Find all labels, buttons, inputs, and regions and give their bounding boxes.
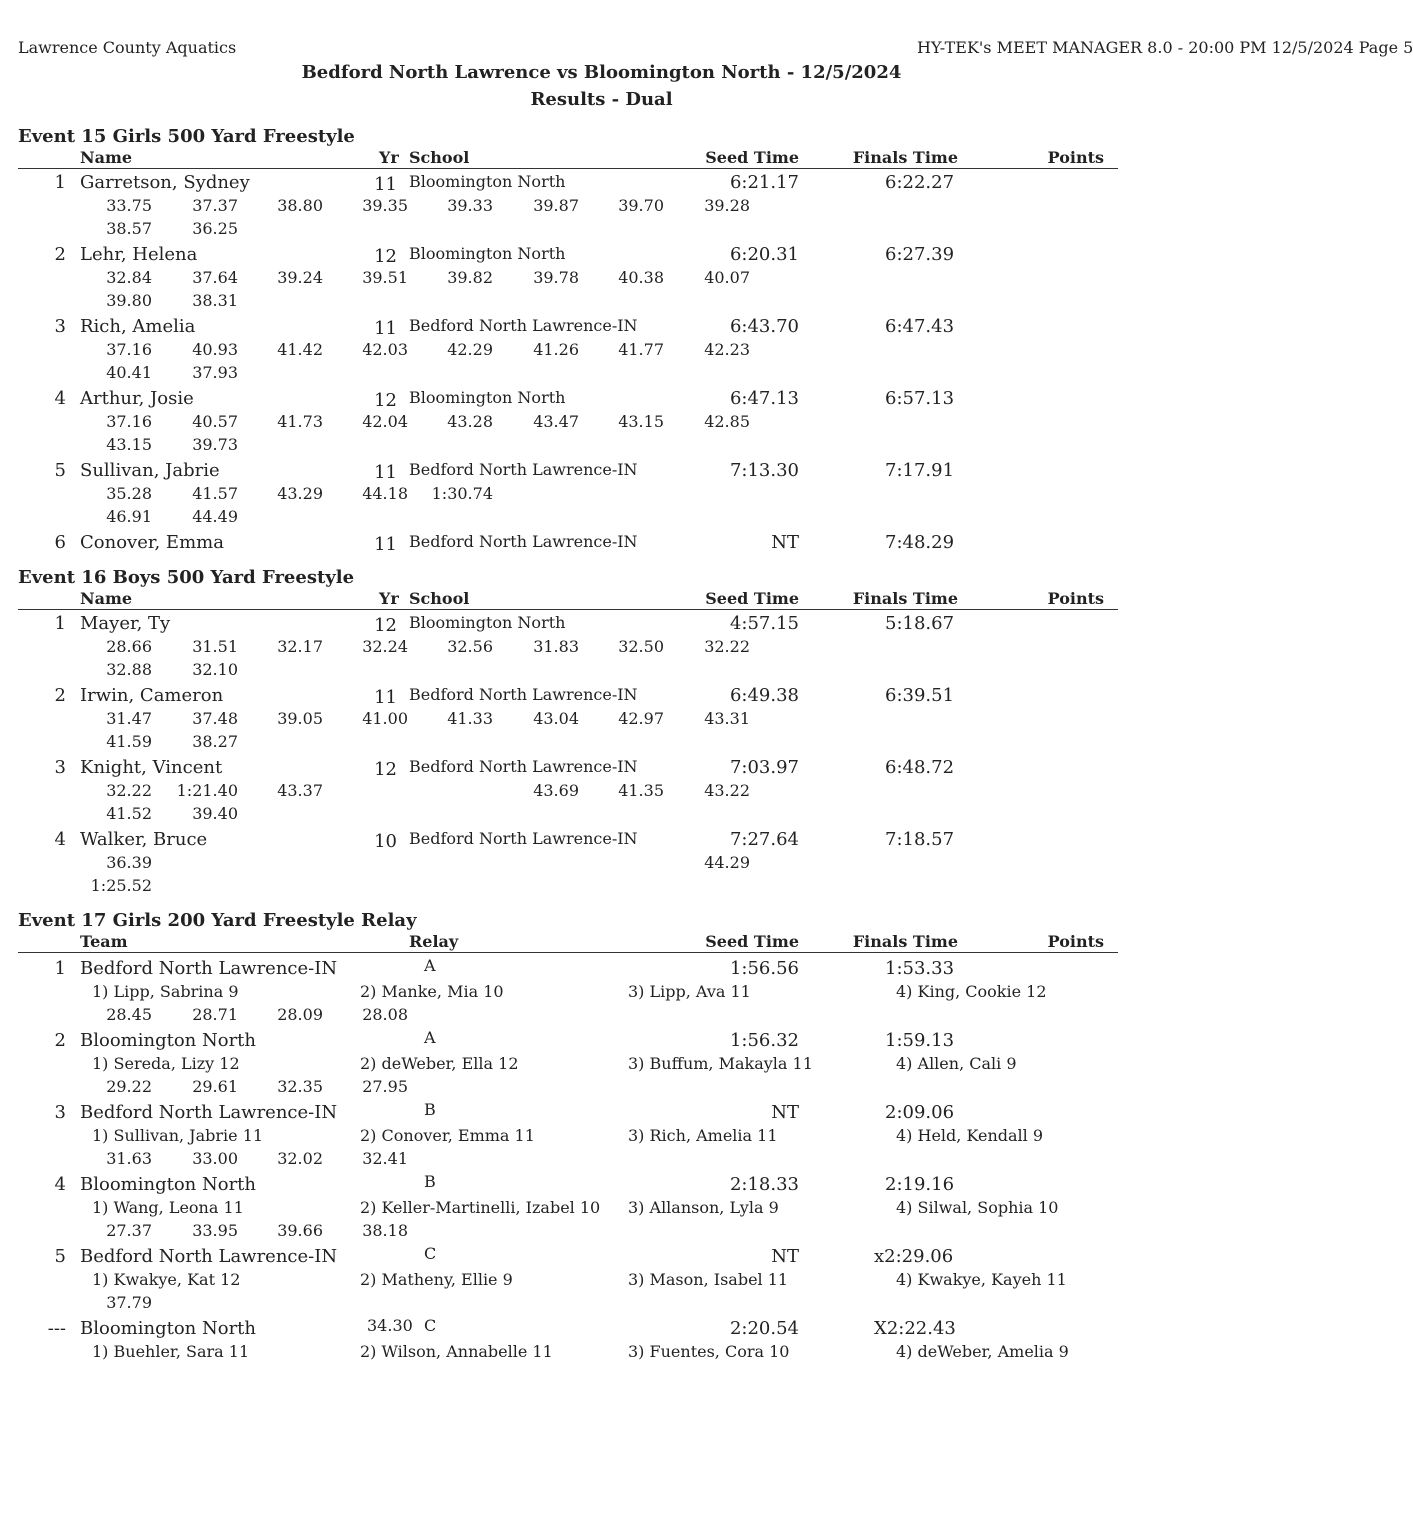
split-time: 40.93 xyxy=(192,340,238,359)
result-place: 3 xyxy=(54,316,66,337)
result-place: 1 xyxy=(54,958,66,979)
split-time: 28.66 xyxy=(106,637,152,656)
seed-time: 1:56.32 xyxy=(729,1030,799,1051)
split-time: 43.22 xyxy=(704,781,750,800)
result-place: 3 xyxy=(54,757,66,778)
event-title: Event 17 Girls 200 Yard Freestyle Relay xyxy=(18,910,417,931)
split-time: 37.93 xyxy=(192,363,238,382)
swimmer-name: Walker, Bruce xyxy=(80,829,208,850)
split-time: 31.51 xyxy=(192,637,238,656)
header-org: Lawrence County Aquatics xyxy=(18,38,237,57)
relay-swimmer: 1) Sullivan, Jabrie 11 xyxy=(92,1126,264,1145)
page-subtitle: Results - Dual xyxy=(530,89,673,110)
split-time: 28.09 xyxy=(277,1005,323,1024)
col-header-seed: Seed Time xyxy=(705,589,799,608)
event-rule xyxy=(18,609,1118,610)
relay-letter: A xyxy=(424,1028,436,1047)
split-time: 39.70 xyxy=(618,196,664,215)
relay-swimmer: 3) Rich, Amelia 11 xyxy=(628,1126,778,1145)
relay-swimmer: 1) Wang, Leona 11 xyxy=(92,1198,244,1217)
split-time: 43.28 xyxy=(447,412,493,431)
split-time: 32.88 xyxy=(106,660,152,679)
split-time: 32.50 xyxy=(618,637,664,656)
split-time: 39.78 xyxy=(533,268,579,287)
swimmer-name: Arthur, Josie xyxy=(80,388,194,409)
swimmer-year: 11 xyxy=(374,687,397,708)
result-place: 4 xyxy=(54,1174,66,1195)
split-time: 37.79 xyxy=(106,1293,152,1312)
relay-swimmer: 4) Held, Kendall 9 xyxy=(896,1126,1044,1145)
split-time: 28.08 xyxy=(362,1005,408,1024)
finals-time: 7:18.57 xyxy=(885,829,955,850)
school-name: Bloomington North xyxy=(409,172,566,191)
team-name: Bloomington North xyxy=(80,1030,257,1051)
col-header-name: Name xyxy=(80,589,133,608)
team-name: Bedford North Lawrence-IN xyxy=(80,1102,338,1123)
header-meet-info: HY-TEK's MEET MANAGER 8.0 - 20:00 PM 12/5/2024 Page 5 xyxy=(917,38,1413,57)
split-time: 42.97 xyxy=(618,709,664,728)
split-time: 36.39 xyxy=(106,853,152,872)
result-place: 2 xyxy=(54,244,66,265)
split-time: 39.24 xyxy=(277,268,323,287)
relay-swimmer: 2) Matheny, Ellie 9 xyxy=(360,1270,513,1289)
split-time: 32.17 xyxy=(277,637,323,656)
split-time: 32.41 xyxy=(362,1149,408,1168)
split-time: 38.18 xyxy=(362,1221,408,1240)
school-name: Bloomington North xyxy=(409,388,566,407)
split-time: 39.05 xyxy=(277,709,323,728)
relay-swimmer: 4) Kwakye, Kayeh 11 xyxy=(896,1270,1067,1289)
split-time: 28.71 xyxy=(192,1005,238,1024)
split-time: 38.27 xyxy=(192,732,238,751)
swimmer-year: 11 xyxy=(374,462,397,483)
finals-time: 6:48.72 xyxy=(885,757,955,778)
result-place: 1 xyxy=(54,172,66,193)
split-time: 39.35 xyxy=(362,196,408,215)
split-time: 43.69 xyxy=(533,781,579,800)
split-time: 33.95 xyxy=(192,1221,238,1240)
finals-time: 6:57.13 xyxy=(885,388,955,409)
split-time: 41.52 xyxy=(106,804,152,823)
relay-swimmer: 2) deWeber, Ella 12 xyxy=(360,1054,519,1073)
page-title: Bedford North Lawrence vs Bloomington North - 12/5/2024 xyxy=(301,62,902,83)
split-time: 37.37 xyxy=(192,196,238,215)
col-header-relay: Relay xyxy=(409,932,459,951)
seed-time: 7:27.64 xyxy=(729,829,799,850)
seed-time: NT xyxy=(771,532,799,553)
split-time: 43.29 xyxy=(277,484,323,503)
split-time: 31.47 xyxy=(106,709,152,728)
split-time: 41.73 xyxy=(277,412,323,431)
school-name: Bedford North Lawrence-IN xyxy=(409,829,638,848)
split-time: 34.30 xyxy=(367,1316,413,1335)
split-time: 40.41 xyxy=(106,363,152,382)
seed-time: 7:13.30 xyxy=(729,460,799,481)
split-time: 39.66 xyxy=(277,1221,323,1240)
split-time: 41.57 xyxy=(192,484,238,503)
finals-time: 5:18.67 xyxy=(885,613,955,634)
result-place: 5 xyxy=(54,460,66,481)
seed-time: 6:21.17 xyxy=(729,172,799,193)
split-time: 32.24 xyxy=(362,637,408,656)
seed-time: NT xyxy=(771,1246,799,1267)
relay-swimmer: 1) Lipp, Sabrina 9 xyxy=(92,982,239,1001)
split-time: 27.37 xyxy=(106,1221,152,1240)
col-header-yr: Yr xyxy=(379,589,399,608)
seed-time: 4:57.15 xyxy=(729,613,799,634)
split-time: 41.00 xyxy=(362,709,408,728)
relay-swimmer: 3) Lipp, Ava 11 xyxy=(628,982,751,1001)
split-time: 39.51 xyxy=(362,268,408,287)
split-time: 42.03 xyxy=(362,340,408,359)
relay-swimmer: 1) Sereda, Lizy 12 xyxy=(92,1054,240,1073)
relay-letter: B xyxy=(424,1100,436,1119)
split-time: 39.40 xyxy=(192,804,238,823)
split-time: 1:30.74 xyxy=(431,484,493,503)
school-name: Bedford North Lawrence-IN xyxy=(409,757,638,776)
finals-time: 2:19.16 xyxy=(885,1174,955,1195)
relay-swimmer: 3) Buffum, Makayla 11 xyxy=(628,1054,813,1073)
swimmer-name: Garretson, Sydney xyxy=(80,172,250,193)
split-time: 41.33 xyxy=(447,709,493,728)
split-time: 37.16 xyxy=(106,412,152,431)
split-time: 44.49 xyxy=(192,507,238,526)
split-time: 1:25.52 xyxy=(90,876,152,895)
split-time: 28.45 xyxy=(106,1005,152,1024)
relay-swimmer: 3) Fuentes, Cora 10 xyxy=(628,1342,790,1361)
split-time: 43.15 xyxy=(618,412,664,431)
swimmer-year: 12 xyxy=(374,246,397,267)
finals-time: 6:22.27 xyxy=(885,172,955,193)
result-place: 3 xyxy=(54,1102,66,1123)
finals-time: 7:17.91 xyxy=(885,460,955,481)
school-name: Bedford North Lawrence-IN xyxy=(409,460,638,479)
col-header-school: School xyxy=(409,589,470,608)
school-name: Bedford North Lawrence-IN xyxy=(409,316,638,335)
result-place: 1 xyxy=(54,613,66,634)
split-time: 37.16 xyxy=(106,340,152,359)
seed-time: 6:47.13 xyxy=(729,388,799,409)
relay-swimmer: 4) Silwal, Sophia 10 xyxy=(896,1198,1059,1217)
split-time: 38.80 xyxy=(277,196,323,215)
split-time: 38.31 xyxy=(192,291,238,310)
relay-swimmer: 2) Manke, Mia 10 xyxy=(360,982,504,1001)
seed-time: 1:56.56 xyxy=(729,958,799,979)
split-time: 37.64 xyxy=(192,268,238,287)
swimmer-year: 12 xyxy=(374,759,397,780)
split-time: 33.75 xyxy=(106,196,152,215)
finals-time: 6:47.43 xyxy=(885,316,955,337)
relay-swimmer: 4) King, Cookie 12 xyxy=(896,982,1047,1001)
result-place: 2 xyxy=(54,685,66,706)
relay-swimmer: 2) Conover, Emma 11 xyxy=(360,1126,535,1145)
col-header-name: Name xyxy=(80,148,133,167)
swimmer-year: 12 xyxy=(374,615,397,636)
finals-time: x2:29.06 xyxy=(874,1246,954,1267)
split-time: 40.57 xyxy=(192,412,238,431)
relay-swimmer: 1) Buehler, Sara 11 xyxy=(92,1342,250,1361)
col-header-points: Points xyxy=(1047,932,1104,951)
school-name: Bloomington North xyxy=(409,244,566,263)
split-time: 32.02 xyxy=(277,1149,323,1168)
col-header-finals: Finals Time xyxy=(852,589,958,608)
col-header-finals: Finals Time xyxy=(852,932,958,951)
split-time: 37.48 xyxy=(192,709,238,728)
split-time: 40.38 xyxy=(618,268,664,287)
split-time: 29.22 xyxy=(106,1077,152,1096)
team-name: Bloomington North xyxy=(80,1318,257,1339)
swimmer-name: Rich, Amelia xyxy=(80,316,196,337)
col-header-team: Team xyxy=(80,932,128,951)
finals-time: 1:53.33 xyxy=(885,958,955,979)
split-time: 32.84 xyxy=(106,268,152,287)
split-time: 38.57 xyxy=(106,219,152,238)
swimmer-name: Irwin, Cameron xyxy=(80,685,224,706)
finals-time: 6:27.39 xyxy=(885,244,955,265)
split-time: 41.35 xyxy=(618,781,664,800)
split-time: 39.28 xyxy=(704,196,750,215)
finals-time: 1:59.13 xyxy=(885,1030,955,1051)
col-header-finals: Finals Time xyxy=(852,148,958,167)
split-time: 27.95 xyxy=(362,1077,408,1096)
swimmer-year: 11 xyxy=(374,174,397,195)
relay-swimmer: 2) Keller-Martinelli, Izabel 10 xyxy=(360,1198,601,1217)
split-time: 29.61 xyxy=(192,1077,238,1096)
split-time: 43.47 xyxy=(533,412,579,431)
relay-swimmer: 2) Wilson, Annabelle 11 xyxy=(360,1342,553,1361)
result-place: 2 xyxy=(54,1030,66,1051)
split-time: 44.29 xyxy=(704,853,750,872)
split-time: 39.80 xyxy=(106,291,152,310)
school-name: Bedford North Lawrence-IN xyxy=(409,685,638,704)
event-title: Event 15 Girls 500 Yard Freestyle xyxy=(18,126,355,147)
school-name: Bloomington North xyxy=(409,613,566,632)
relay-swimmer: 4) Allen, Cali 9 xyxy=(896,1054,1017,1073)
seed-time: 7:03.97 xyxy=(729,757,799,778)
split-time: 44.18 xyxy=(362,484,408,503)
split-time: 42.29 xyxy=(447,340,493,359)
split-time: 42.23 xyxy=(704,340,750,359)
split-time: 42.85 xyxy=(704,412,750,431)
col-header-yr: Yr xyxy=(379,148,399,167)
split-time: 35.28 xyxy=(106,484,152,503)
split-time: 36.25 xyxy=(192,219,238,238)
school-name: Bedford North Lawrence-IN xyxy=(409,532,638,551)
swimmer-year: 12 xyxy=(374,390,397,411)
finals-time: 6:39.51 xyxy=(885,685,955,706)
seed-time: 6:49.38 xyxy=(729,685,799,706)
team-name: Bedford North Lawrence-IN xyxy=(80,958,338,979)
split-time: 32.35 xyxy=(277,1077,323,1096)
swimmer-name: Conover, Emma xyxy=(80,532,224,553)
swimmer-year: 11 xyxy=(374,534,397,555)
swimmer-name: Sullivan, Jabrie xyxy=(80,460,220,481)
seed-time: 2:18.33 xyxy=(729,1174,799,1195)
swimmer-name: Mayer, Ty xyxy=(80,613,171,634)
seed-time: 6:43.70 xyxy=(729,316,799,337)
split-time: 32.56 xyxy=(447,637,493,656)
split-time: 39.73 xyxy=(192,435,238,454)
seed-time: 2:20.54 xyxy=(729,1318,799,1339)
swimmer-year: 11 xyxy=(374,318,397,339)
swimmer-year: 10 xyxy=(374,831,397,852)
swimmer-name: Knight, Vincent xyxy=(80,757,223,778)
result-place: 5 xyxy=(54,1246,66,1267)
split-time: 39.87 xyxy=(533,196,579,215)
split-time: 41.42 xyxy=(277,340,323,359)
team-name: Bloomington North xyxy=(80,1174,257,1195)
split-time: 43.04 xyxy=(533,709,579,728)
split-time: 43.15 xyxy=(106,435,152,454)
split-time: 1:21.40 xyxy=(176,781,238,800)
split-time: 46.91 xyxy=(106,507,152,526)
split-time: 32.22 xyxy=(106,781,152,800)
col-header-points: Points xyxy=(1047,148,1104,167)
split-time: 32.10 xyxy=(192,660,238,679)
split-time: 39.82 xyxy=(447,268,493,287)
relay-letter: A xyxy=(424,956,436,975)
split-time: 41.77 xyxy=(618,340,664,359)
split-time: 41.59 xyxy=(106,732,152,751)
finals-time: 2:09.06 xyxy=(885,1102,955,1123)
split-time: 32.22 xyxy=(704,637,750,656)
col-header-seed: Seed Time xyxy=(705,148,799,167)
col-header-seed: Seed Time xyxy=(705,932,799,951)
seed-time: NT xyxy=(771,1102,799,1123)
split-time: 42.04 xyxy=(362,412,408,431)
split-time: 31.63 xyxy=(106,1149,152,1168)
split-time: 43.37 xyxy=(277,781,323,800)
relay-letter: C xyxy=(424,1244,437,1263)
result-place: 4 xyxy=(54,388,66,409)
relay-letter: B xyxy=(424,1172,436,1191)
event-rule xyxy=(18,168,1118,169)
seed-time: 6:20.31 xyxy=(729,244,799,265)
result-place: 4 xyxy=(54,829,66,850)
event-title: Event 16 Boys 500 Yard Freestyle xyxy=(18,567,355,588)
finals-time: 7:48.29 xyxy=(885,532,955,553)
relay-swimmer: 1) Kwakye, Kat 12 xyxy=(92,1270,241,1289)
split-time: 43.31 xyxy=(704,709,750,728)
event-rule xyxy=(18,952,1118,953)
split-time: 40.07 xyxy=(704,268,750,287)
split-time: 41.26 xyxy=(533,340,579,359)
split-time: 39.33 xyxy=(447,196,493,215)
result-place: 6 xyxy=(54,532,66,553)
col-header-school: School xyxy=(409,148,470,167)
split-time: 31.83 xyxy=(533,637,579,656)
relay-swimmer: 3) Mason, Isabel 11 xyxy=(628,1270,789,1289)
relay-swimmer: 3) Allanson, Lyla 9 xyxy=(628,1198,779,1217)
split-time: 33.00 xyxy=(192,1149,238,1168)
col-header-points: Points xyxy=(1047,589,1104,608)
relay-swimmer: 4) deWeber, Amelia 9 xyxy=(896,1342,1069,1361)
finals-time: X2:22.43 xyxy=(874,1318,956,1339)
swimmer-name: Lehr, Helena xyxy=(80,244,198,265)
team-name: Bedford North Lawrence-IN xyxy=(80,1246,338,1267)
relay-letter: C xyxy=(424,1316,437,1335)
result-place: --- xyxy=(47,1318,66,1339)
